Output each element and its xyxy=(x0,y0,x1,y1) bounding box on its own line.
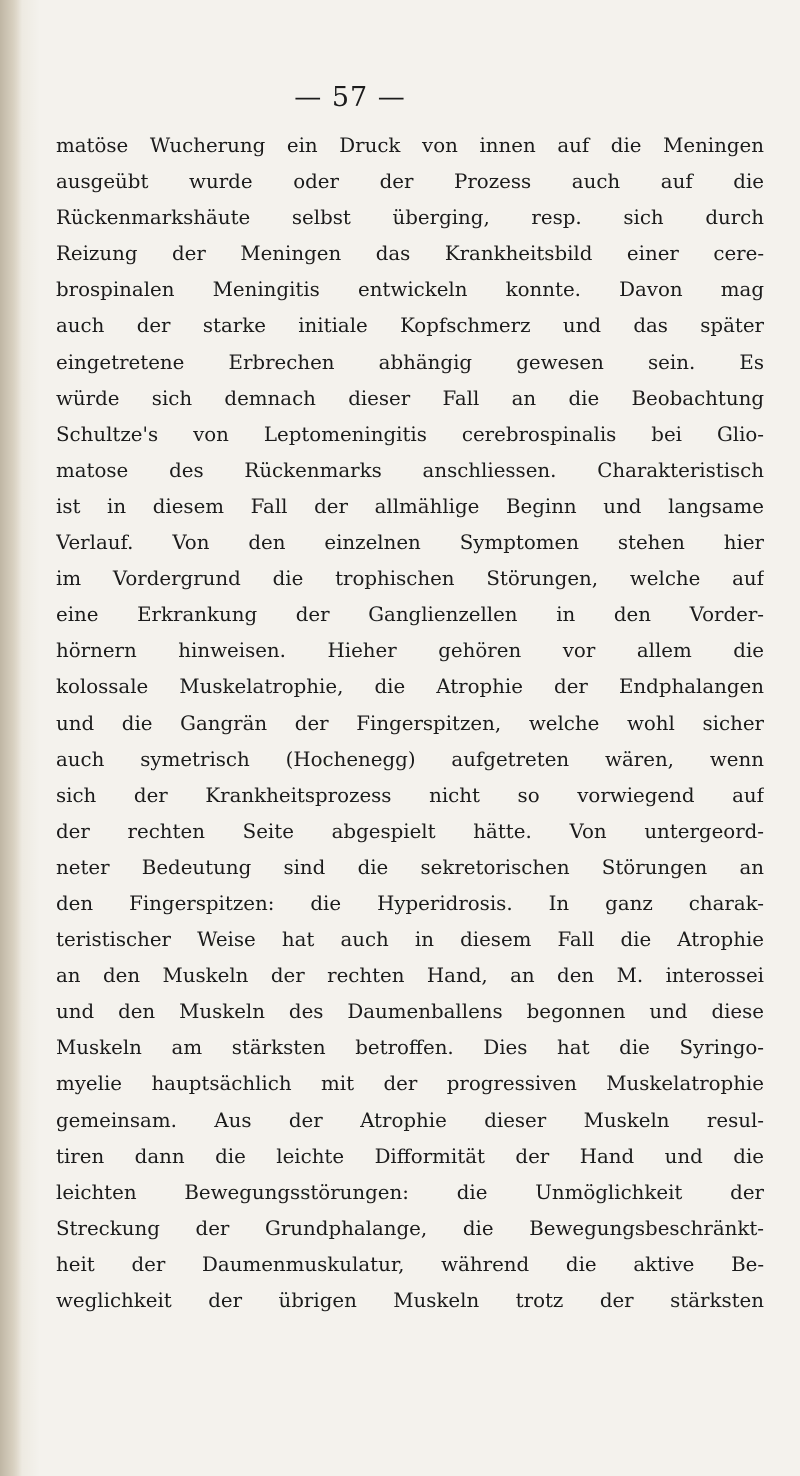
text-line: teristischer Weise hat auch in diesem Fall die Atrophie xyxy=(56,928,764,952)
text-line: Muskeln am stärksten betroffen. Dies hat die Syringo- xyxy=(56,1036,764,1060)
text-line: ausgeübt wurde oder der Prozess auch auf die xyxy=(56,170,764,194)
text-line: neter Bedeutung sind die sekretorischen Störungen an xyxy=(56,855,764,879)
text-line: den Fingerspitzen: die Hyperidrosis. In ganz charak- xyxy=(56,891,764,915)
text-line: an den Muskeln der rechten Hand, an den M. interossei xyxy=(56,964,764,988)
text-line: matöse Wucherung ein Druck von innen auf die Meningen xyxy=(56,134,764,157)
text-line: brospinalen Meningitis entwickeln konnte. Davon mag xyxy=(56,278,764,302)
text-line: Verlauf. Von den einzelnen Symptomen stehen hier xyxy=(56,531,764,555)
text-line: leichten Bewegungsstörungen: die Unmöglichkeit der xyxy=(56,1180,764,1204)
text-line: kolossale Muskelatrophie, die Atrophie der Endphalangen xyxy=(56,675,764,699)
text-line: sich der Krankheitsprozess nicht so vorwiegend auf xyxy=(56,783,764,807)
text-line: hörnern hinweisen. Hieher gehören vor allem die xyxy=(56,639,764,663)
body-text xyxy=(56,128,764,1319)
text-line: eine Erkrankung der Ganglienzellen in den Vorder- xyxy=(56,603,764,627)
text-line: heit der Daumenmuskulatur, während die aktive Be- xyxy=(56,1252,764,1276)
text-line: und den Muskeln des Daumenballens begonnen und diese xyxy=(56,1000,764,1024)
text-line: der rechten Seite abgespielt hätte. Von untergeord- xyxy=(56,819,764,843)
text-line: gemeinsam. Aus der Atrophie dieser Muskeln resul- xyxy=(56,1108,764,1132)
text-line: Rückenmarkshäute selbst überging, resp. sich durch xyxy=(56,206,764,230)
text-line: matose des Rückenmarks anschliessen. Charakteristisch xyxy=(56,458,764,482)
page-number: — 57 — xyxy=(294,82,406,113)
text-line: Streckung der Grundphalange, die Bewegungsbeschränkt- xyxy=(56,1216,764,1240)
text-line: ist in diesem Fall der allmählige Beginn und langsame xyxy=(56,494,764,518)
text-line: Schultze's von Leptomeningitis cerebrospinalis bei Glio- xyxy=(56,422,764,446)
text-line: weglichkeit der übrigen Muskeln trotz der stärksten xyxy=(56,1289,764,1312)
text-line: myelie hauptsächlich mit der progressiven Muskelatrophie xyxy=(56,1072,764,1096)
text-line: und die Gangrän der Fingerspitzen, welche wohl sicher xyxy=(56,711,764,735)
text-line: auch der starke initiale Kopfschmerz und das später xyxy=(56,314,764,338)
text-line: auch symetrisch (Hochenegg) aufgetreten wären, wenn xyxy=(56,747,764,771)
text-line: würde sich demnach dieser Fall an die Beobachtung xyxy=(56,386,764,410)
page-spine-shadow xyxy=(0,0,22,1476)
text-line: eingetretene Erbrechen abhängig gewesen sein. Es xyxy=(56,350,764,374)
text-line: Reizung der Meningen das Krankheitsbild einer cere- xyxy=(56,242,764,266)
text-line: tiren dann die leichte Difformität der Hand und die xyxy=(56,1144,764,1168)
text-line: im Vordergrund die trophischen Störungen, welche auf xyxy=(56,567,764,591)
